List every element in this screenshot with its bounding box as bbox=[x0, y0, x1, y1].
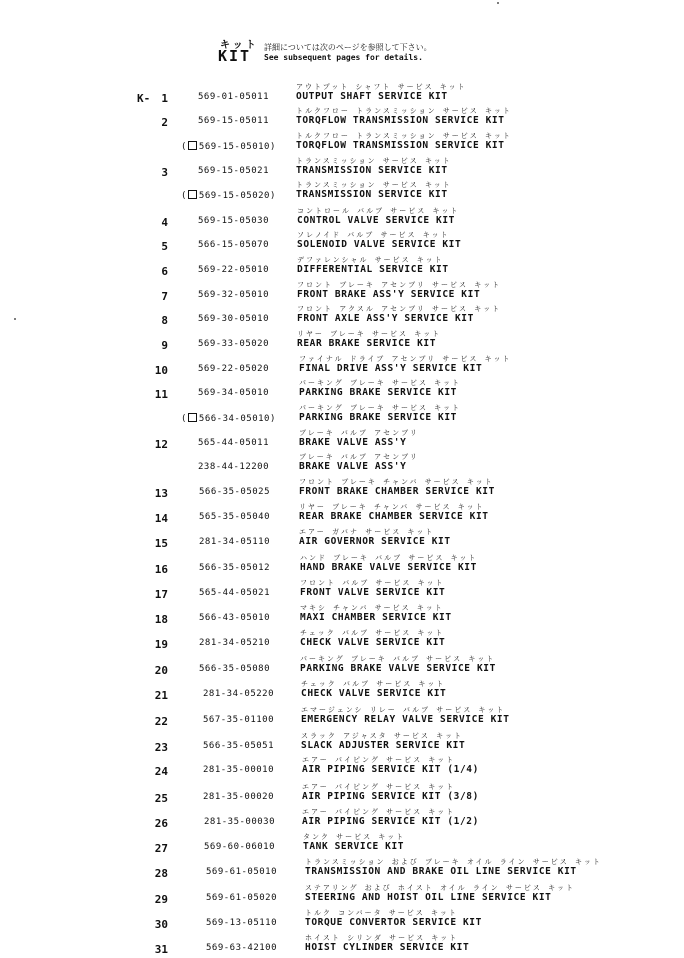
kana-name: ステアリング および ホイスト オイル ライン サービス キット bbox=[305, 884, 575, 892]
kana-name: アウトプット シャフト サービス キット bbox=[296, 83, 467, 91]
item-number: 4 bbox=[161, 216, 168, 229]
kit-row bbox=[0, 452, 684, 477]
kana-name: トルクフロー トランスミッション サービス キット bbox=[296, 132, 512, 140]
part-number-text: 566-35-05080 bbox=[199, 664, 271, 674]
kit-row bbox=[0, 527, 684, 552]
part-number-text: 569-34-05010 bbox=[198, 388, 270, 398]
part-number-text: 569-61-05020 bbox=[206, 893, 278, 903]
kit-name: PARKING BRAKE SERVICE KIT bbox=[299, 412, 457, 423]
note-japanese: 詳細については次のページを参照して下さい。 bbox=[264, 43, 432, 52]
kit-name: AIR PIPING SERVICE KIT (1/4) bbox=[302, 764, 479, 775]
kit-title: KIT bbox=[218, 47, 252, 65]
kana-name: エマージェンシ リレー バルブ サービス キット bbox=[301, 706, 506, 714]
kana-name: マキシ チャンバ サービス キット bbox=[300, 604, 444, 612]
part-number-text: 569-33-05020 bbox=[198, 339, 270, 349]
item-number: 20 bbox=[154, 664, 168, 677]
kit-row bbox=[0, 654, 684, 679]
part-number-text: 569-13-05110 bbox=[206, 918, 278, 928]
part-number-text: 566-15-05070 bbox=[198, 240, 270, 250]
item-number: 10 bbox=[154, 364, 168, 377]
kit-row bbox=[0, 255, 684, 280]
kit-name: TRANSMISSION SERVICE KIT bbox=[296, 189, 448, 200]
kit-row bbox=[0, 106, 684, 131]
scan-speck bbox=[497, 2, 499, 4]
kana-name: パーキング ブレーキ バルブ サービス キット bbox=[300, 655, 496, 663]
kit-name: FRONT BRAKE CHAMBER SERVICE KIT bbox=[299, 486, 495, 497]
kit-row bbox=[0, 403, 684, 428]
kana-name: エアー パイピング サービス キット bbox=[302, 783, 456, 791]
part-number-text: 567-35-01100 bbox=[203, 715, 275, 725]
part-number-text: 566-35-05012 bbox=[199, 563, 271, 573]
kit-row bbox=[0, 206, 684, 231]
part-number bbox=[199, 537, 270, 547]
item-number: 22 bbox=[154, 715, 168, 728]
part-number bbox=[199, 512, 270, 522]
kit-name: STEERING AND HOIST OIL LINE SERVICE KIT bbox=[305, 892, 552, 903]
kana-name: ブレーキ バルブ アセンブリ bbox=[299, 453, 419, 461]
part-number bbox=[199, 588, 270, 598]
part-number-text: 569-61-05010 bbox=[206, 867, 278, 877]
kit-row bbox=[0, 755, 684, 780]
part-number bbox=[198, 438, 269, 448]
kit-row bbox=[0, 883, 684, 908]
part-number bbox=[203, 689, 274, 699]
item-number: 15 bbox=[154, 537, 168, 550]
kana-name: フロント アクスル アセンブリ サービス キット bbox=[297, 305, 502, 313]
kana-name: フロント ブレーキ チャンバ サービス キット bbox=[299, 478, 494, 486]
kana-name: リヤー ブレーキ サービス キット bbox=[297, 330, 442, 338]
kana-name: スラック アジャスタ サービス キット bbox=[301, 732, 463, 740]
kit-name: TORQUE CONVERTOR SERVICE KIT bbox=[305, 917, 482, 928]
kit-row bbox=[0, 933, 684, 958]
part-number bbox=[198, 216, 269, 226]
kit-name: MAXI CHAMBER SERVICE KIT bbox=[300, 612, 452, 623]
part-number bbox=[198, 240, 269, 250]
kit-name: DIFFERENTIAL SERVICE KIT bbox=[297, 264, 449, 275]
kana-name: ブレーキ バルブ アセンブリ bbox=[299, 429, 419, 437]
item-number: 31 bbox=[154, 943, 168, 956]
kit-row bbox=[0, 553, 684, 578]
kit-row bbox=[0, 354, 684, 379]
kana-name: パーキング ブレーキ サービス キット bbox=[299, 404, 462, 412]
kit-row bbox=[0, 156, 684, 181]
kit-name: TANK SERVICE KIT bbox=[303, 841, 405, 852]
kana-name: トルク コンバータ サービス キット bbox=[305, 909, 458, 917]
part-number-text: 566-34-05010) bbox=[198, 414, 276, 424]
part-number bbox=[199, 664, 270, 674]
kit-row bbox=[0, 428, 684, 453]
note-english: See subsequent pages for details. bbox=[264, 53, 423, 62]
kit-header bbox=[218, 36, 518, 70]
item-number: 3 bbox=[161, 166, 168, 179]
part-number-text: 281-35-00030 bbox=[204, 817, 276, 827]
kit-row bbox=[0, 578, 684, 603]
part-number-text: 565-44-05011 bbox=[198, 438, 270, 448]
kana-name: コントロール バルブ サービス キット bbox=[297, 207, 460, 215]
kit-name: PARKING BRAKE VALVE SERVICE KIT bbox=[300, 663, 496, 674]
kit-name: FINAL DRIVE ASS'Y SERVICE KIT bbox=[299, 363, 483, 374]
kana-name: トランスミッション サービス キット bbox=[296, 157, 452, 165]
part-number bbox=[206, 943, 277, 953]
item-number: 19 bbox=[154, 638, 168, 651]
kit-name: EMERGENCY RELAY VALVE SERVICE KIT bbox=[301, 714, 510, 725]
kit-row bbox=[0, 304, 684, 329]
kit-name: CHECK VALVE SERVICE KIT bbox=[301, 688, 447, 699]
item-number: 18 bbox=[154, 613, 168, 626]
kana-name: ホイスト シリンダ サービス キット bbox=[305, 934, 459, 942]
part-number-text: 569-22-05020 bbox=[198, 364, 270, 374]
item-number: 7 bbox=[161, 290, 168, 303]
part-number bbox=[198, 364, 269, 374]
kit-row bbox=[0, 857, 684, 882]
kana-name: ソレノイド バルブ サービス キット bbox=[297, 231, 450, 239]
kit-row bbox=[0, 131, 684, 156]
kit-name: BRAKE VALVE ASS'Y bbox=[299, 437, 407, 448]
kit-kana: キット bbox=[220, 40, 259, 51]
part-number-text: 569-22-05010 bbox=[198, 265, 270, 275]
item-number: 21 bbox=[154, 689, 168, 702]
kit-row bbox=[0, 908, 684, 933]
kit-name: PARKING BRAKE SERVICE KIT bbox=[299, 387, 457, 398]
square-icon bbox=[188, 141, 197, 150]
item-number: 27 bbox=[154, 842, 168, 855]
kana-name: デファレンシャル サービス キット bbox=[297, 256, 444, 264]
item-number: 24 bbox=[154, 765, 168, 778]
part-number bbox=[198, 339, 269, 349]
kit-name: HAND BRAKE VALVE SERVICE KIT bbox=[300, 562, 477, 573]
kana-name: チェック バルブ サービス キット bbox=[300, 629, 445, 637]
part-number-text: 569-15-05030 bbox=[198, 216, 270, 226]
item-number: 14 bbox=[154, 512, 168, 525]
kit-row bbox=[0, 502, 684, 527]
part-number bbox=[203, 715, 274, 725]
kit-row bbox=[0, 230, 684, 255]
kit-name: AIR PIPING SERVICE KIT (1/2) bbox=[302, 816, 479, 827]
kit-row bbox=[0, 180, 684, 205]
part-number-text: 569-15-05021 bbox=[198, 166, 270, 176]
part-number bbox=[199, 487, 270, 497]
kit-name: HOIST CYLINDER SERVICE KIT bbox=[305, 942, 470, 953]
part-number bbox=[206, 893, 277, 903]
part-number-text: 281-35-00020 bbox=[203, 792, 275, 802]
kit-name: AIR PIPING SERVICE KIT (3/8) bbox=[302, 791, 479, 802]
kit-name: OUTPUT SHAFT SERVICE KIT bbox=[296, 91, 448, 102]
kit-name: REAR BRAKE SERVICE KIT bbox=[297, 338, 437, 349]
part-number-text: 569-32-05010 bbox=[198, 290, 270, 300]
kana-name: フロント バルブ サービス キット bbox=[300, 579, 445, 587]
kit-name: TRANSMISSION AND BRAKE OIL LINE SERVICE KIT bbox=[305, 866, 577, 877]
kit-name: FRONT VALVE SERVICE KIT bbox=[300, 587, 446, 598]
item-number: 11 bbox=[154, 388, 168, 401]
part-number bbox=[204, 842, 275, 852]
item-number: 28 bbox=[154, 867, 168, 880]
kit-row bbox=[0, 782, 684, 807]
item-number: 25 bbox=[154, 792, 168, 805]
kana-name: チェック バルブ サービス キット bbox=[301, 680, 446, 688]
kit-row bbox=[0, 807, 684, 832]
kana-name: ハンド ブレーキ バルブ サービス キット bbox=[300, 554, 478, 562]
part-number bbox=[198, 314, 269, 324]
kana-name: トランスミッション および ブレーキ オイル ライン サービス キット bbox=[305, 858, 602, 866]
part-number: ( 569-15-05010) bbox=[181, 142, 276, 152]
item-number: 9 bbox=[161, 339, 168, 352]
item-number: 5 bbox=[161, 240, 168, 253]
kana-name: トランスミッション サービス キット bbox=[296, 181, 452, 189]
kana-name: エアー パイピング サービス キット bbox=[302, 756, 456, 764]
part-number bbox=[203, 792, 274, 802]
part-number bbox=[198, 166, 269, 176]
part-number-text: 281-34-05110 bbox=[199, 537, 271, 547]
kit-name: FRONT BRAKE ASS'Y SERVICE KIT bbox=[297, 289, 481, 300]
part-number-text: 566-35-05025 bbox=[199, 487, 271, 497]
square-icon bbox=[188, 413, 197, 422]
part-number-text: 566-35-05051 bbox=[203, 741, 275, 751]
part-number-text: 566-43-05010 bbox=[199, 613, 271, 623]
item-number: 30 bbox=[154, 918, 168, 931]
kit-name: TRANSMISSION SERVICE KIT bbox=[296, 165, 448, 176]
part-number-text: 569-30-05010 bbox=[198, 314, 270, 324]
part-number bbox=[199, 563, 270, 573]
part-number bbox=[204, 817, 275, 827]
item-number: 16 bbox=[154, 563, 168, 576]
part-number bbox=[198, 265, 269, 275]
kit-name: REAR BRAKE CHAMBER SERVICE KIT bbox=[299, 511, 489, 522]
part-number bbox=[198, 116, 269, 126]
item-number: 8 bbox=[161, 314, 168, 327]
part-number-text: 569-63-42100 bbox=[206, 943, 278, 953]
part-number bbox=[206, 867, 277, 877]
item-number: 12 bbox=[154, 438, 168, 451]
part-number bbox=[198, 290, 269, 300]
kit-name: CHECK VALVE SERVICE KIT bbox=[300, 637, 446, 648]
kit-row bbox=[0, 329, 684, 354]
kana-name: タンク サービス キット bbox=[303, 833, 406, 841]
kit-row bbox=[0, 679, 684, 704]
item-number: 17 bbox=[154, 588, 168, 601]
item-number: 2 bbox=[161, 116, 168, 129]
kit-row bbox=[0, 731, 684, 756]
kit-row bbox=[0, 832, 684, 857]
item-number: 29 bbox=[154, 893, 168, 906]
part-number-text: 281-35-00010 bbox=[203, 765, 275, 775]
part-number: ( 566-34-05010) bbox=[181, 414, 276, 424]
item-number: 1 bbox=[161, 92, 168, 105]
part-number-text: 565-44-05021 bbox=[199, 588, 271, 598]
part-number-text: 569-60-06010 bbox=[204, 842, 276, 852]
part-number-text: 569-15-05011 bbox=[198, 116, 270, 126]
kit-name: CONTROL VALVE SERVICE KIT bbox=[297, 215, 455, 226]
part-number-text: 281-34-05210 bbox=[199, 638, 271, 648]
part-number bbox=[198, 388, 269, 398]
kana-name: フロント ブレーキ アセンブリ サービス キット bbox=[297, 281, 502, 289]
part-number bbox=[198, 92, 269, 102]
kana-name: エアー パイピング サービス キット bbox=[302, 808, 456, 816]
part-number bbox=[198, 462, 269, 472]
kit-name: AIR GOVERNOR SERVICE KIT bbox=[299, 536, 451, 547]
part-number-text: 569-15-05010) bbox=[198, 142, 276, 152]
kana-name: トルクフロー トランスミッション サービス キット bbox=[296, 107, 512, 115]
part-number bbox=[199, 613, 270, 623]
item-number: 13 bbox=[154, 487, 168, 500]
kit-name: FRONT AXLE ASS'Y SERVICE KIT bbox=[297, 313, 474, 324]
kana-name: リヤー ブレーキ チャンバ サービス キット bbox=[299, 503, 485, 511]
kit-row bbox=[0, 378, 684, 403]
ref-prefix: K- bbox=[137, 92, 151, 105]
part-number-text: 565-35-05040 bbox=[199, 512, 271, 522]
part-number bbox=[203, 765, 274, 775]
kana-name: ファイナル ドライブ アセンブリ サービス キット bbox=[299, 355, 512, 363]
item-number: 6 bbox=[161, 265, 168, 278]
item-number: 23 bbox=[154, 741, 168, 754]
part-number bbox=[203, 741, 274, 751]
part-number bbox=[199, 638, 270, 648]
kit-row bbox=[0, 705, 684, 730]
kit-name: TORQFLOW TRANSMISSION SERVICE KIT bbox=[296, 115, 505, 126]
kana-name: エアー ガバナ サービス キット bbox=[299, 528, 435, 536]
part-number-text: 238-44-12200 bbox=[198, 462, 270, 472]
kit-row bbox=[0, 280, 684, 305]
kit-row bbox=[0, 603, 684, 628]
part-number-text: 569-15-05020) bbox=[198, 191, 276, 201]
kit-name: TORQFLOW TRANSMISSION SERVICE KIT bbox=[296, 140, 505, 151]
part-number-text: 569-01-05011 bbox=[198, 92, 270, 102]
kit-name: BRAKE VALVE ASS'Y bbox=[299, 461, 407, 472]
item-number: 26 bbox=[154, 817, 168, 830]
kit-row bbox=[0, 82, 684, 107]
kit-name: SOLENOID VALVE SERVICE KIT bbox=[297, 239, 462, 250]
kit-row bbox=[0, 628, 684, 653]
kit-name: SLACK ADJUSTER SERVICE KIT bbox=[301, 740, 466, 751]
kit-row bbox=[0, 477, 684, 502]
part-number: ( 569-15-05020) bbox=[181, 191, 276, 201]
square-icon bbox=[188, 190, 197, 199]
kana-name: パーキング ブレーキ サービス キット bbox=[299, 379, 462, 387]
part-number-text: 281-34-05220 bbox=[203, 689, 275, 699]
part-number bbox=[206, 918, 277, 928]
